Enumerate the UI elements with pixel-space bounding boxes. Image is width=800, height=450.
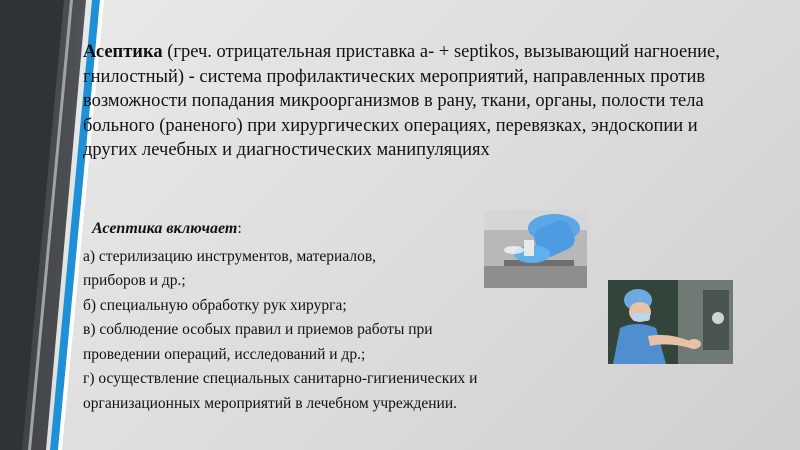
- list-item: в) соблюдение особых правил и приемов работы при: [83, 321, 433, 338]
- photo-surgeon-handwashing: [608, 280, 733, 364]
- includes-title-text: Асептика включает: [92, 220, 238, 237]
- includes-colon: :: [237, 220, 242, 237]
- list-item: организационных мероприятий в лечебном учреждении.: [83, 395, 458, 412]
- term-definition: (греч. отрицательная приставка a- + septikos, вызывающий нагноение, гнилостный) - система профилактических мероприятий, направленных против возможности попадания микроорганизмов в рану, ткани, органы, полости тела больного (раненого) при хирургических операциях, перевязках, эндоскопии и других лечебных и диагностических манипуляциях: [83, 42, 720, 160]
- term-asepsis: Асептика: [83, 42, 163, 62]
- definition-paragraph: [83, 40, 723, 163]
- list-item: приборов и др.;: [83, 272, 186, 289]
- disinfection-photo-graphic: [484, 210, 587, 288]
- includes-title: [92, 220, 242, 238]
- list-item: б) специальную обработку рук хирурга;: [83, 297, 347, 314]
- surgeon-photo-graphic: [608, 280, 733, 364]
- list-item: проведении операций, исследований и др.;: [83, 346, 366, 363]
- list-item: г) осуществление специальных санитарно-гигиенических и: [83, 370, 478, 387]
- photo-disinfection-cabinet: [484, 210, 587, 288]
- list-item: а) стерилизацию инструментов, материалов,: [83, 248, 377, 265]
